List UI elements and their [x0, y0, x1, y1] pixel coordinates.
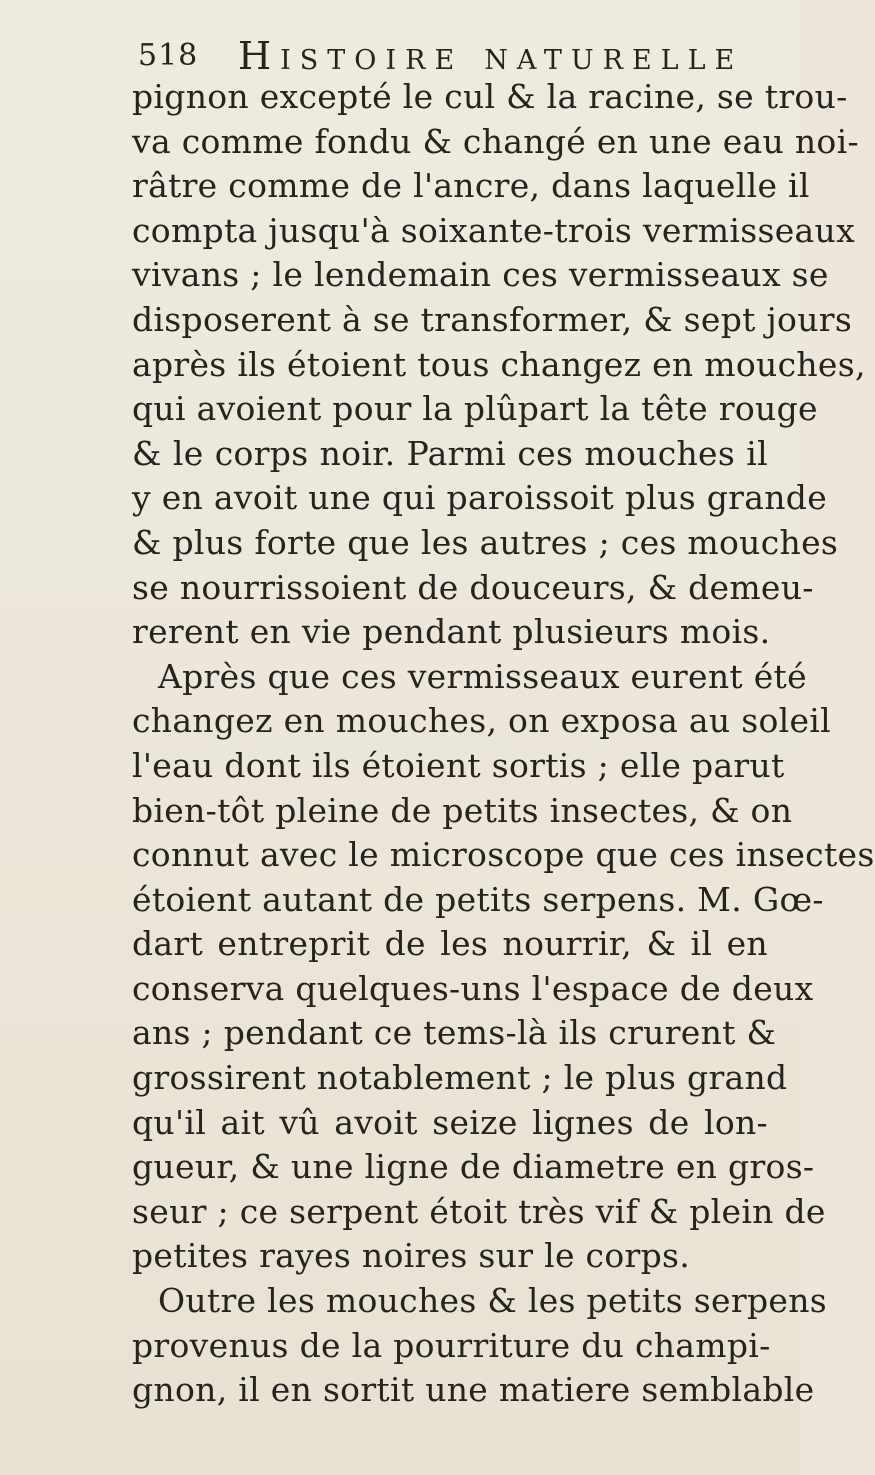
- paragraph: [132, 1279, 827, 1413]
- text-line: bien-tôt pleine de petits insectes, & on: [132, 790, 793, 830]
- text-line: l'eau dont ils étoient sortis ; elle parut: [132, 745, 785, 785]
- text-line: va comme fondu & changé en une eau noi-: [132, 121, 859, 161]
- text-line: pignon excepté le cul & la racine, se trou-: [132, 77, 848, 116]
- text-line: rerent en vie pendant plusieurs mois.: [132, 612, 771, 652]
- text-line: Outre les mouches & les petits serpens: [158, 1281, 827, 1321]
- text-line: connut avec le microscope que ces insectes: [132, 835, 875, 875]
- text-line: conserva quelques-uns l'espace de deux: [132, 968, 814, 1008]
- text-line: ans ; pendant ce tems-là ils crurent &: [132, 1013, 777, 1053]
- text-line: y en avoit une qui paroissoit plus grande: [132, 478, 828, 518]
- text-line: petites rayes noires sur le corps.: [132, 1236, 691, 1276]
- paragraph: [132, 655, 875, 1279]
- text-line: se nourrissoient de douceurs, & demeu-: [132, 567, 814, 607]
- text-line: dart entreprit de les nourrir, & il en: [132, 924, 768, 964]
- text-line: gueur, & une ligne de diametre en gros-: [132, 1147, 815, 1187]
- text-line: provenus de la pourriture du champi-: [132, 1325, 771, 1365]
- body-text: [132, 75, 875, 1413]
- text-line: & le corps noir. Parmi ces mouches il: [132, 433, 768, 473]
- text-line: compta jusqu'à soixante-trois vermisseaux: [132, 210, 855, 250]
- text-line: vivans ; le lendemain ces vermisseaux se: [132, 255, 829, 295]
- text-line: qui avoient pour la plûpart la tête rouge: [132, 389, 818, 429]
- text-line: râtre comme de l'ancre, dans laquelle il: [132, 166, 810, 206]
- text-line: qu'il ait vû avoit seize lignes de lon-: [132, 1102, 768, 1142]
- text-line: changez en mouches, on exposa au soleil: [132, 701, 832, 741]
- text-line: seur ; ce serpent étoit très vif & plein de: [132, 1191, 826, 1231]
- text-line: gnon, il en sortit une matiere semblable: [132, 1370, 815, 1410]
- text-line: disposerent à se transformer, & sept jours: [132, 299, 853, 339]
- page-number: 518: [138, 38, 199, 73]
- text-line: grossirent notablement ; le plus grand: [132, 1058, 788, 1098]
- running-title: Histoire naturelle: [238, 34, 744, 78]
- text-line: Après que ces vermisseaux eurent été: [158, 656, 807, 696]
- text-line: étoient autant de petits serpens. M. Gœ-: [132, 879, 824, 919]
- text-line: & plus forte que les autres ; ces mouches: [132, 522, 839, 562]
- text-line: après ils étoient tous changez en mouches,: [132, 344, 866, 384]
- paragraph: [132, 75, 866, 655]
